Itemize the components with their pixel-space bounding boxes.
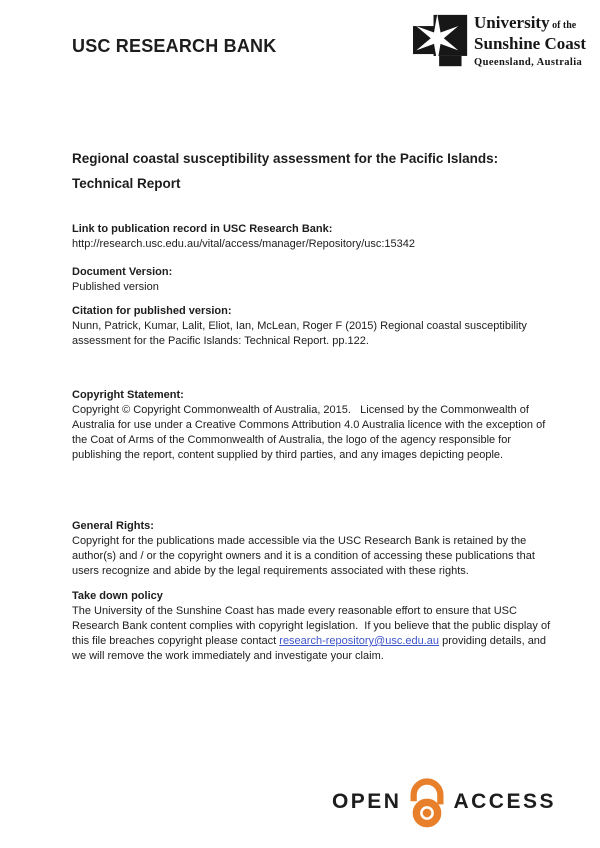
publication-link-label: Link to publication record in USC Research Bank: [72, 223, 333, 235]
citation-section [72, 304, 558, 349]
citation-text: Nunn, Patrick, Kumar, Lalit, Eliot, Ian, McLean, Roger F (2015) Regional coastal susceptibility assessment for the Pacific Islands: Technical Report. pp.122. [72, 320, 530, 347]
page-header [72, 14, 586, 68]
general-rights-label: General Rights: [72, 520, 154, 532]
open-padlock-icon [405, 768, 449, 836]
email-link[interactable]: research-repository@usc.edu.au [279, 635, 440, 647]
open-access-word-open: OPEN [331, 790, 402, 813]
take-down-policy-label: Take down policy [72, 590, 163, 602]
usc-starburst-icon [413, 14, 469, 68]
copyright-label: Copyright Statement: [72, 389, 184, 401]
open-access-logo [332, 768, 556, 836]
logo-word-university: University [474, 13, 550, 32]
logo-word-of-the: of the [549, 20, 577, 31]
copyright-text: Copyright © Copyright Commonwealth of Australia, 2015. Licensed by the Commonwealth of Australia for use under a Creative Commons Attribution 4.0 Australia licence with the exception of the Coat of Arms of the Commonwealth of Australia, the logo of the agency responsible for publishing the report, content supplied by third parties, and any images depicting people. [72, 404, 549, 461]
document-title [72, 146, 558, 196]
logo-queensland-line: Queensland, Australia [474, 57, 583, 68]
logo-university-line [474, 14, 586, 35]
general-rights-section [72, 519, 558, 579]
document-title-line2: Technical Report [72, 176, 181, 191]
take-down-policy-section [72, 589, 558, 664]
open-access-word-access: ACCESS [453, 790, 556, 813]
citation-label: Citation for published version: [72, 305, 232, 317]
take-down-text-before: The University of the Sunshine Coast has made every reasonable effort to ensure that USC Research Bank content complies with copyright legislation. If you believe that the public display of this file breaches copyright please contact [72, 605, 554, 647]
general-rights-text: Copyright for the publications made accessible via the USC Research Bank is retained by the author(s) and / or the copyright owners and it is a condition of accessing these publications that users recognize and abide by the legal requirements associated with these rights. [72, 535, 538, 577]
document-version-section [72, 265, 558, 295]
document-version-label: Document Version: [72, 266, 173, 278]
research-bank-title: USC RESEARCH BANK [72, 36, 277, 56]
usc-logo [413, 14, 586, 68]
document-title-line1: Regional coastal susceptibility assessment for the Pacific Islands: [72, 151, 499, 166]
copyright-section [72, 388, 558, 463]
usc-logo-text [474, 14, 586, 68]
take-down-text-after: providing details, and we will remove the work immediately and investigate your claim. [72, 635, 550, 662]
publication-link-section [72, 222, 558, 252]
document-version-value: Published version [72, 281, 159, 293]
document-content [72, 146, 558, 664]
logo-sunshine-coast-line: Sunshine Coast [474, 34, 586, 53]
publication-link-url: http://research.usc.edu.au/vital/access/manager/Repository/usc:15342 [72, 238, 416, 250]
